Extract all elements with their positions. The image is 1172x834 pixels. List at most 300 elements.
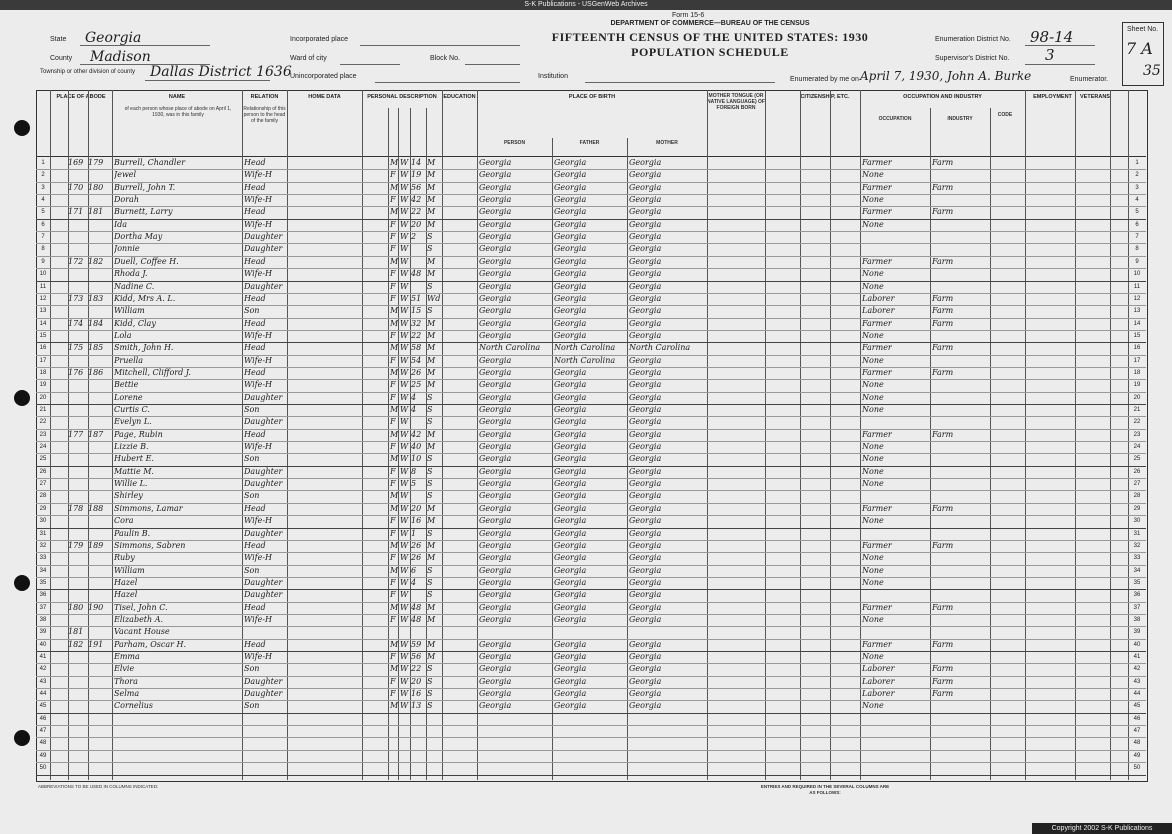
cell-birth: Georgia [479,207,512,217]
row-number-right: 47 [1133,728,1141,735]
cell-race: W [400,528,409,538]
cell-mother: Georgia [629,614,662,624]
cell-sex: F [390,269,396,279]
cell-birth: Georgia [479,528,512,538]
cell-race: W [400,590,409,600]
cell-father: Georgia [554,380,587,390]
cell-dwelling: 180 [68,602,84,612]
cell-race: W [400,676,409,686]
cell-mother: Georgia [629,355,662,365]
sheet-label: Sheet No. [1127,26,1159,33]
cell-relation: Head [244,343,266,353]
cell-mother: Georgia [629,244,662,254]
row-number-right: 22 [1133,419,1141,426]
cell-race: W [400,466,409,476]
cell-mother: Georgia [629,689,662,699]
cell-dwelling: 177 [68,429,84,439]
cell-relation: Head [244,207,266,217]
cell-name: Kidd, Clay [114,318,156,328]
cell-mother: Georgia [629,330,662,340]
sheet-value: 7 A [1126,39,1153,58]
row-number: 15 [39,332,47,339]
cell-family: 181 [88,207,104,217]
cell-occupation: None [862,553,884,563]
row-number-right: 3 [1135,184,1139,191]
cell-occupation: Laborer [862,676,895,686]
cell-relation: Wife-H [244,330,273,340]
cell-birth: Georgia [479,232,512,242]
cell-mother: Georgia [629,479,662,489]
cell-age: 19 [411,170,422,180]
cell-occupation: Laborer [862,689,895,699]
cell-father: Georgia [554,207,587,217]
cell-industry: Farm [932,343,954,353]
cell-marital: S [427,244,433,254]
cell-age: 54 [411,355,422,365]
row-number-right: 18 [1133,369,1141,376]
cell-name: Evelyn L. [114,417,152,427]
cell-age: 1 [411,528,417,538]
cell-father: Georgia [554,405,587,414]
archive-banner: S-K Publications - USGenWeb Archives [0,0,1172,10]
cell-mother: Georgia [629,602,662,612]
row-number-right: 25 [1133,456,1141,463]
cell-occupation: None [862,392,884,402]
cell-age: 4 [411,405,417,414]
cell-age: 22 [411,664,422,674]
cell-sex: F [390,330,396,340]
row-number-right: 5 [1135,209,1139,216]
cell-relation: Son [244,454,260,464]
cell-age: 6 [411,565,417,575]
cell-race: W [400,405,409,414]
corner-mark: 35 [1143,63,1161,79]
row-number: 16 [39,345,47,352]
cell-race: W [400,503,409,513]
cell-mother: Georgia [629,442,662,452]
cell-marital: S [427,664,433,674]
code-subhead: CODE [997,112,1013,118]
cell-age: 32 [411,318,422,328]
cell-occupation: None [862,170,884,180]
cell-age: 8 [411,466,417,476]
row-number: 36 [39,592,47,599]
cell-occupation: Farmer [862,602,892,612]
row-number: 24 [39,444,47,451]
cell-occupation: None [862,466,884,476]
cell-birth: Georgia [479,466,512,476]
institution-label: Institution [538,73,568,80]
row-number-right: 30 [1133,518,1141,525]
row-number-right: 43 [1133,678,1141,685]
cell-dwelling: 169 [68,158,84,167]
cell-father: Georgia [554,540,587,550]
occupation-subhead: OCCUPATION [878,116,912,122]
cell-relation: Daughter [244,392,283,402]
cell-birth: Georgia [479,219,512,229]
cell-race: W [400,306,409,316]
cell-age: 56 [411,652,422,661]
cell-name: Hazel [114,577,138,587]
cell-race: W [400,244,409,254]
cell-marital: M [427,540,436,550]
row-number: 26 [39,468,47,475]
cell-marital: S [427,676,433,686]
cell-occupation: None [862,269,884,279]
cell-occupation: Farmer [862,367,892,377]
cell-birth: Georgia [479,293,512,303]
cell-relation: Head [244,429,266,439]
cell-marital: M [427,429,436,439]
cell-occupation: Laborer [862,306,895,316]
cell-name: Dortha May [114,232,163,242]
cell-mother: Georgia [629,405,662,414]
cell-race: W [400,158,409,167]
cell-sex: F [390,689,396,699]
cell-father: Georgia [554,367,587,377]
cell-occupation: None [862,330,884,340]
row-number-right: 38 [1133,616,1141,623]
cell-mother: Georgia [629,676,662,686]
cell-marital: M [427,553,436,563]
enumerated-label: Enumerated by me on [790,76,859,83]
cell-relation: Wife-H [244,614,273,624]
row-number: 30 [39,518,47,525]
cell-relation: Son [244,701,260,711]
cell-sex: M [390,429,398,439]
cell-father: Georgia [554,676,587,686]
cell-relation: Daughter [244,479,283,489]
group-place-of-abode: PLACE OF ABODE [56,94,106,100]
row-number-right: 11 [1133,283,1141,290]
cell-industry: Farm [932,602,954,612]
group-veterans: VETERANS [1080,94,1110,100]
cell-occupation: None [862,442,884,452]
supervisor-value: 3 [1045,46,1055,64]
cell-sex: M [390,318,398,328]
cell-birth: Georgia [479,158,512,167]
cell-name: Willie L. [114,479,148,489]
cell-family: 189 [88,540,104,550]
row-number-right: 35 [1133,579,1141,586]
cell-name: Mattie M. [114,466,154,476]
cell-occupation: None [862,516,884,526]
row-number: 44 [39,691,47,698]
cell-mother: Georgia [629,553,662,563]
cell-father: North Carolina [554,355,616,365]
cell-relation: Daughter [244,232,283,242]
cell-race: W [400,491,409,501]
cell-name: Shirley [114,491,143,501]
cell-relation: Head [244,540,266,550]
cell-sex: M [390,182,398,192]
cell-name: Burrell, John T. [114,182,176,192]
cell-sex: F [390,614,396,624]
cell-father: Georgia [554,182,587,192]
cell-name: Elvie [114,664,135,674]
cell-relation: Daughter [244,466,283,476]
cell-industry: Farm [932,689,954,699]
row-number-right: 48 [1133,740,1141,747]
cell-race: W [400,701,409,711]
cell-birth: Georgia [479,652,512,661]
cell-birth: Georgia [479,491,512,501]
cell-name: Bettie [114,380,139,390]
cell-occupation: Farmer [862,207,892,217]
cell-mother: Georgia [629,503,662,513]
row-number-right: 7 [1135,234,1139,241]
cell-sex: F [390,577,396,587]
cell-mother: Georgia [629,417,662,427]
cell-sex: F [390,528,396,538]
cell-mother: Georgia [629,454,662,464]
relation-subhead: Relationship of this person to the head of the family [243,106,286,124]
row-number-right: 27 [1133,481,1141,488]
cell-name: Simmons, Lamar [114,503,183,513]
cell-father: Georgia [554,293,587,303]
cell-mother: North Carolina [629,343,691,353]
state-label: State [50,36,67,43]
cell-marital: M [427,219,436,229]
cell-sex: F [390,170,396,180]
cell-name: Smith, John H. [114,343,174,353]
cell-father: North Carolina [554,343,616,353]
cell-name: Duell, Coffee H. [114,256,179,266]
row-number: 6 [41,221,45,228]
cell-age: 48 [411,269,422,279]
cell-sex: F [390,442,396,452]
cell-race: W [400,269,409,279]
cell-industry: Farm [932,306,954,316]
cell-mother: Georgia [629,528,662,538]
cell-marital: M [427,269,436,279]
cell-race: W [400,207,409,217]
row-number: 10 [39,271,47,278]
cell-sex: M [390,207,398,217]
cell-sex: M [390,256,398,266]
cell-dwelling: 174 [68,318,84,328]
cell-marital: S [427,281,433,291]
cell-birth: Georgia [479,676,512,686]
cell-age: 25 [411,380,422,390]
cell-sex: M [390,158,398,167]
cell-race: W [400,355,409,365]
county-value: Madison [90,49,151,65]
cell-age: 20 [411,503,422,513]
cell-relation: Wife-H [244,355,273,365]
cell-family: 190 [88,602,104,612]
cell-family: 191 [88,639,104,649]
cell-marital: S [427,466,433,476]
row-number-right: 34 [1133,567,1141,574]
cell-industry: Farm [932,503,954,513]
cell-sex: M [390,701,398,711]
cell-race: W [400,281,409,291]
cell-sex: F [390,652,396,661]
cell-family: 182 [88,256,104,266]
row-number: 20 [39,394,47,401]
cell-age: 48 [411,602,422,612]
cell-mother: Georgia [629,466,662,476]
cell-occupation: Laborer [862,664,895,674]
cell-relation: Wife-H [244,195,273,205]
cell-marital: S [427,405,433,414]
cell-marital: S [427,577,433,587]
row-number: 23 [39,431,47,438]
cell-industry: Farm [932,256,954,266]
row-number: 1 [41,160,45,166]
cell-relation: Daughter [244,676,283,686]
copyright-notice: Copyright 2002 S-K Publications [1032,823,1172,834]
cell-mother: Georgia [629,281,662,291]
cell-birth: Georgia [479,281,512,291]
row-number: 9 [41,258,45,265]
cell-dwelling: 178 [68,503,84,513]
cell-race: W [400,516,409,526]
cell-birth: Georgia [479,170,512,180]
cell-name: Hubert E. [114,454,154,464]
cell-industry: Farm [932,293,954,303]
cell-sex: M [390,405,398,414]
cell-dwelling: 171 [68,207,84,217]
township-label: Township or other division of county [40,69,136,75]
cell-name: Hazel [114,590,138,600]
cell-race: W [400,479,409,489]
cell-mother: Georgia [629,306,662,316]
cell-occupation: None [862,454,884,464]
cell-father: Georgia [554,269,587,279]
county-label: County [50,55,73,62]
cell-sex: M [390,639,398,649]
row-number: 31 [39,530,47,537]
cell-marital: S [427,417,433,427]
row-number: 21 [39,407,47,413]
cell-marital: M [427,614,436,624]
cell-race: W [400,553,409,563]
cell-father: Georgia [554,442,587,452]
cell-industry: Farm [932,540,954,550]
cell-marital: M [427,639,436,649]
cell-age: 14 [411,158,422,167]
cell-birth: Georgia [479,639,512,649]
cell-mother: Georgia [629,540,662,550]
row-number-right: 6 [1135,221,1139,228]
cell-birth: Georgia [479,664,512,674]
cell-race: W [400,417,409,427]
cell-race: W [400,195,409,205]
row-number: 14 [39,320,47,327]
cell-marital: M [427,367,436,377]
cell-marital: S [427,491,433,501]
cell-relation: Wife-H [244,652,273,661]
cell-sex: M [390,491,398,501]
cell-race: W [400,454,409,464]
cell-marital: S [427,701,433,711]
cell-dwelling: 181 [68,627,84,637]
cell-father: Georgia [554,516,587,526]
row-number: 17 [39,357,47,364]
cell-father: Georgia [554,417,587,427]
group-relation: RELATION [250,94,279,100]
cell-birth: North Carolina [479,343,541,353]
row-number-right: 9 [1135,258,1139,265]
row-number-right: 33 [1133,555,1141,562]
row-number-right: 8 [1135,246,1139,253]
cell-birth: Georgia [479,614,512,624]
cell-sex: F [390,219,396,229]
cell-marital: M [427,330,436,340]
cell-marital: M [427,442,436,452]
cell-name: Curtis C. [114,405,150,414]
cell-dwelling: 179 [68,540,84,550]
row-number: 47 [39,728,47,735]
row-number: 8 [41,246,45,253]
cell-relation: Head [244,256,266,266]
row-number-right: 40 [1133,641,1141,648]
cell-age: 13 [411,701,422,711]
row-number: 41 [39,654,47,660]
sheet-number-box [1122,22,1164,86]
cell-relation: Son [244,491,260,501]
cell-occupation: None [862,281,884,291]
enum-district-label: Enumeration District No. [935,36,1011,43]
group-mother-tongue: MOTHER TONGUE (OR NATIVE LANGUAGE) OF FOREIGN BORN [707,93,765,111]
row-number: 11 [39,283,47,290]
cell-marital: S [427,454,433,464]
cell-father: Georgia [554,590,587,600]
cell-age: 4 [411,577,417,587]
group-home-data: HOME DATA [308,94,341,100]
cell-relation: Son [244,664,260,674]
cell-relation: Son [244,405,260,414]
cell-relation: Wife-H [244,516,273,526]
cell-marital: M [427,355,436,365]
cell-family: 184 [88,318,104,328]
row-number-right: 36 [1133,592,1141,599]
binder-hole-icon [14,575,30,591]
row-number: 42 [39,666,47,673]
cell-family: 180 [88,182,104,192]
cell-race: W [400,602,409,612]
cell-mother: Georgia [629,182,662,192]
row-number-right: 20 [1133,394,1141,401]
cell-birth: Georgia [479,689,512,699]
cell-father: Georgia [554,652,587,661]
row-number: 2 [41,172,45,179]
form-number: Form 15-6 [672,12,705,19]
cell-name: Dorah [114,195,139,205]
row-number-right: 45 [1133,703,1141,710]
cell-marital: M [427,195,436,205]
row-number-right: 49 [1133,752,1141,759]
cell-birth: Georgia [479,590,512,600]
cell-relation: Son [244,306,260,316]
cell-relation: Wife-H [244,553,273,563]
cell-race: W [400,442,409,452]
row-number-right: 19 [1133,382,1141,389]
cell-father: Georgia [554,466,587,476]
cell-mother: Georgia [629,195,662,205]
cell-race: W [400,232,409,242]
cell-family: 187 [88,429,104,439]
birth-father-subhead: FATHER [579,140,600,146]
cell-sex: F [390,516,396,526]
row-number: 38 [39,616,47,623]
cell-name: Jonnie [114,244,140,254]
cell-name: Thora [114,676,138,686]
cell-occupation: Farmer [862,182,892,192]
enumerator-label: Enumerator. [1070,76,1109,83]
